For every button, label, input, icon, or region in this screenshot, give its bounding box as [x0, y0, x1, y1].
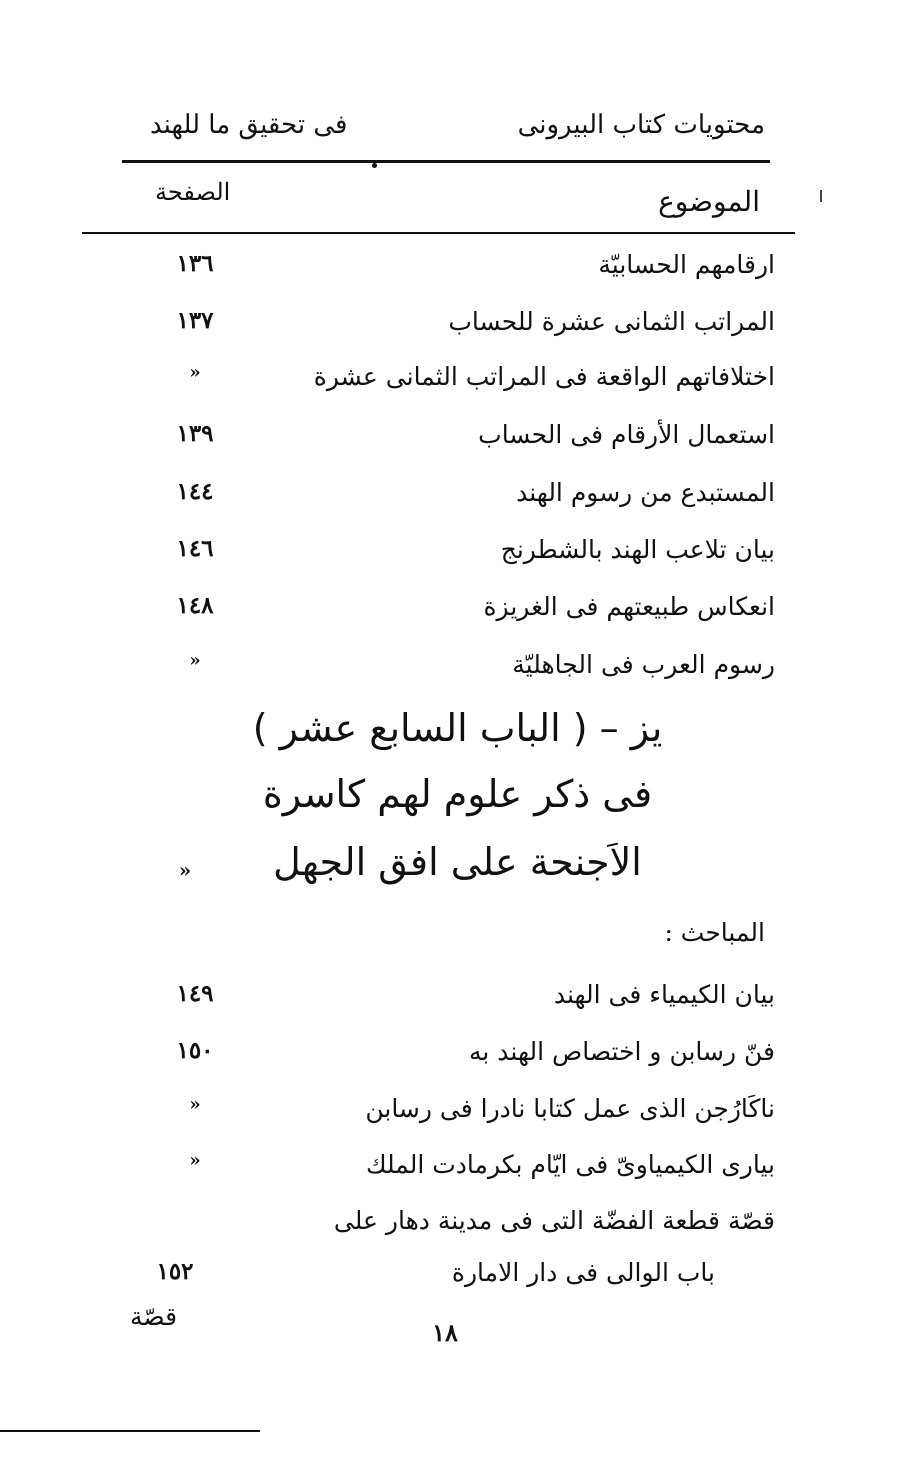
chapter-heading-line: فى ذكر علوم لهم كاسرة [262, 772, 653, 816]
toc-entry-title: بيارى الكيمياوىّ فى ايّام بكرمادت الملك [365, 1150, 775, 1179]
toc-entry-page: ١٣٧ [176, 307, 214, 334]
header-rule-dot [372, 163, 377, 168]
toc-entry-title: فنّ رسابن و اختصاص الهند به [469, 1037, 775, 1066]
toc-entry-title: قصّة قطعة الفضّة التى فى مدينة دهار على [333, 1206, 775, 1235]
toc-entry-page: ١٤٩ [176, 980, 214, 1007]
toc-entry [0, 650, 915, 690]
toc-entry-page: ١٣٩ [176, 420, 214, 447]
running-header-right: محتويات كتاب البيرونى [517, 110, 765, 140]
toc-entry [0, 250, 915, 290]
toc-entry-title: اختلافاتهم الواقعة فى المراتب الثمانى عشرة [313, 362, 775, 391]
toc-entry-title: بيان الكيمياء فى الهند [553, 980, 775, 1009]
chapter-page: » [178, 858, 192, 882]
column-header-topic: الموضوع [658, 185, 760, 218]
column-header-rule [82, 232, 795, 234]
toc-entry-page: ١٣٦ [176, 250, 214, 277]
column-header-page: الصفحة [155, 178, 231, 206]
toc-entry-page: » [189, 650, 201, 671]
toc-entry [0, 592, 915, 632]
toc-entry-title: باب الوالى فى دار الامارة [451, 1258, 715, 1287]
footer-rule [0, 1430, 260, 1432]
toc-entry-title: ناكَارُجن الذى عمل كتابا نادرا فى رسابن [365, 1094, 775, 1123]
toc-entry [0, 1206, 915, 1246]
chapter-heading-line: يز – ( الباب السابع عشر ) [252, 706, 663, 750]
toc-entry [0, 420, 915, 460]
toc-entry-title: انعكاس طبيعتهم فى الغريزة [483, 592, 775, 621]
margin-mark [820, 190, 822, 202]
toc-entry-title: استعمال الأرقام فى الحساب [478, 420, 775, 449]
toc-entry [0, 478, 915, 518]
running-header-left: فى تحقيق ما للهند [150, 110, 348, 140]
toc-entry-page: » [189, 1094, 201, 1115]
toc-entry [0, 535, 915, 575]
toc-entry-page: ١٤٤ [176, 478, 214, 505]
catchword: قصّة [130, 1302, 178, 1331]
folio-number: ١٨ [432, 1318, 458, 1347]
toc-entry-page: ١٤٨ [176, 592, 214, 619]
toc-entry-title: المستبدع من رسوم الهند [516, 478, 775, 507]
toc-entry-page: ١٥٠ [176, 1037, 214, 1064]
subsection-label: المباحث : [664, 918, 765, 947]
toc-entry-title: ارقامهم الحسابيّة [598, 250, 775, 279]
toc-entry-title: المراتب الثمانى عشرة للحساب [448, 307, 775, 336]
toc-entry-page: ١٥٢ [156, 1258, 194, 1285]
toc-entry-page: » [189, 362, 201, 383]
toc-entry [0, 1094, 915, 1134]
toc-entry-title: بيان تلاعب الهند بالشطرنج [500, 535, 775, 564]
header-rule [122, 160, 770, 163]
chapter-heading-line: الاَجنحة على افق الجهل [273, 840, 642, 884]
toc-entry [0, 307, 915, 347]
toc-entry-title: رسوم العرب فى الجاهليّة [512, 650, 775, 679]
toc-entry [0, 1258, 915, 1298]
toc-entry-page: ١٤٦ [176, 535, 214, 562]
toc-entry [0, 1150, 915, 1190]
toc-entry-page: » [189, 1150, 201, 1171]
toc-entry [0, 1037, 915, 1077]
toc-entry [0, 362, 915, 402]
toc-entry [0, 980, 915, 1020]
